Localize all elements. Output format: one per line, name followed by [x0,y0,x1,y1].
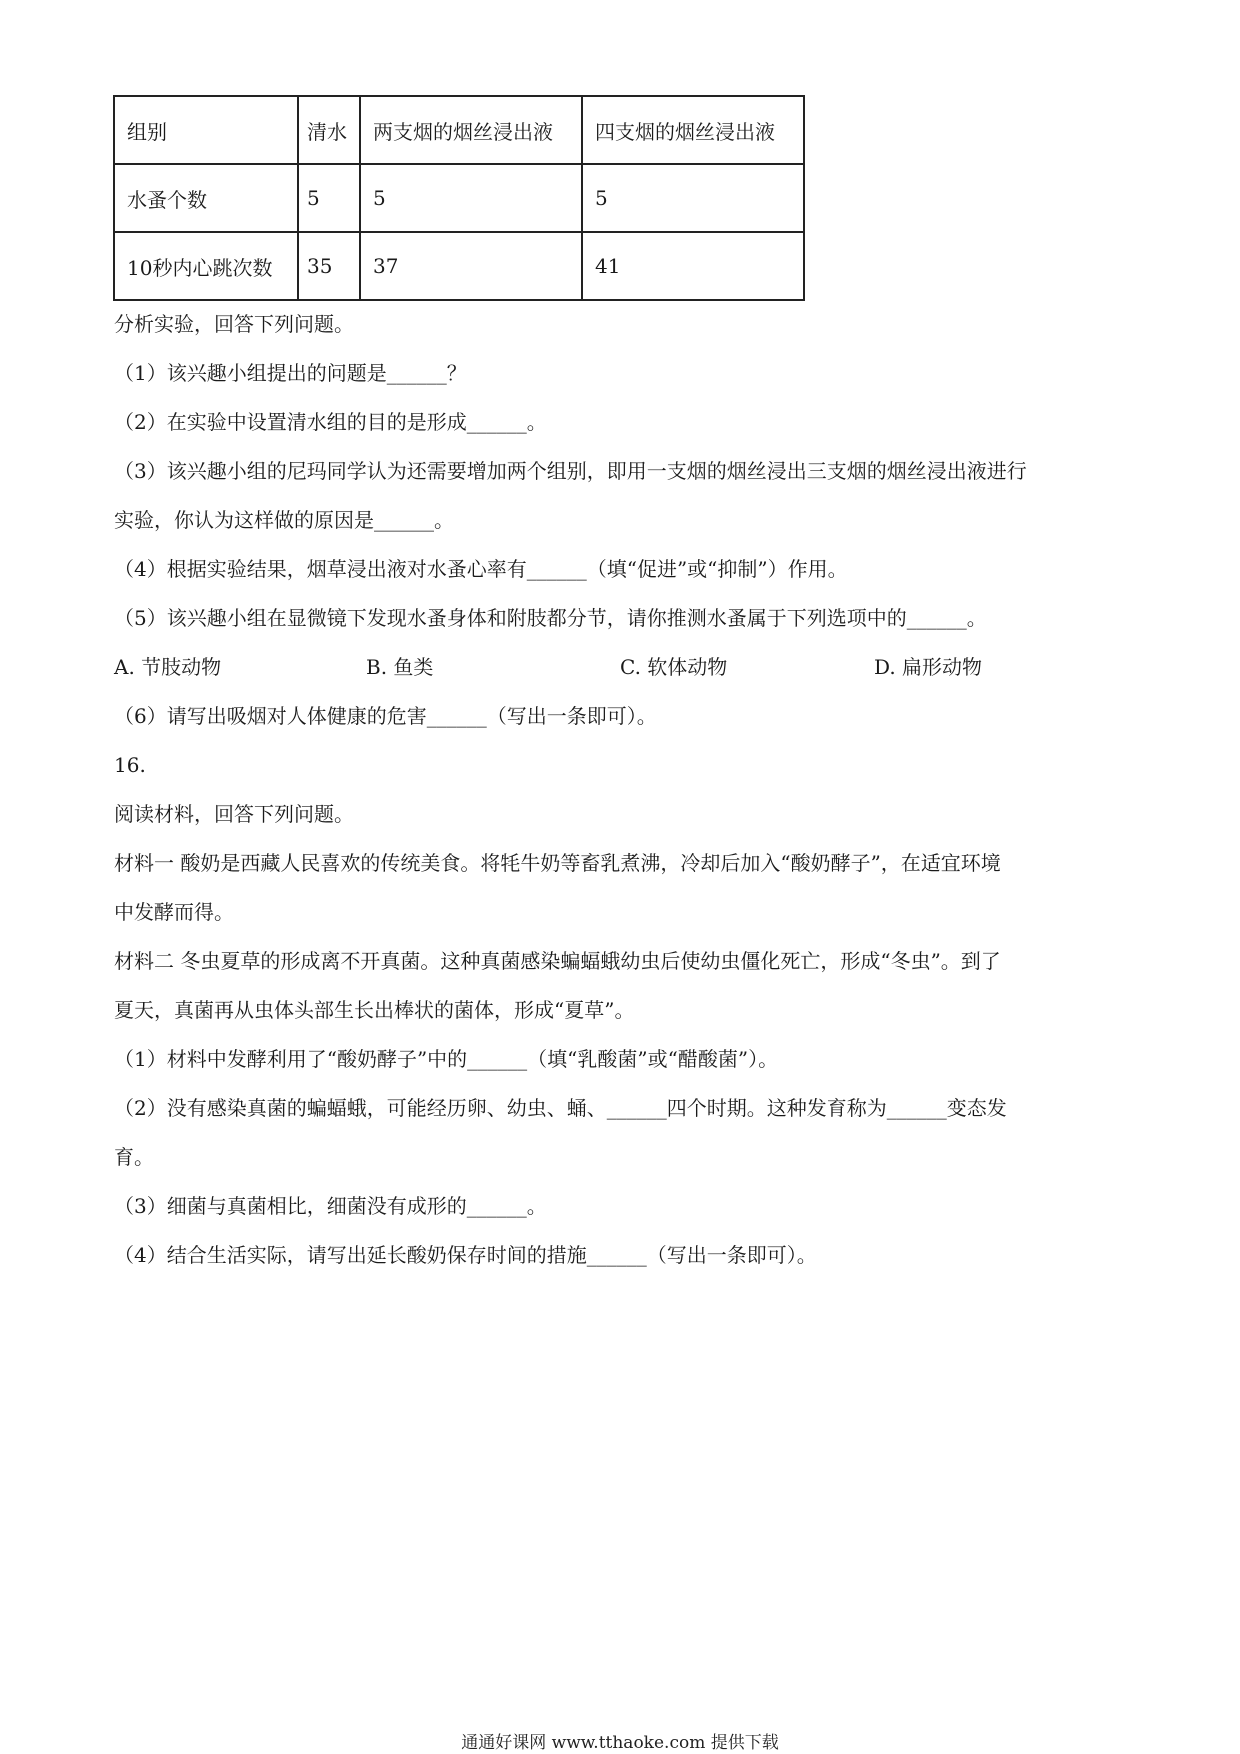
table-header-cell: 四支烟的烟丝浸出液 [582,96,804,164]
table-cell: 5 [582,164,804,232]
q15-question-3-line-1: （3）该兴趣小组的尼玛同学认为还需要增加两个组别，即用一支烟的烟丝浸出三支烟的烟丝浸出液进行 [114,459,1027,483]
q16-question-1: （1）材料中发酵利用了“酸奶酵子”中的______（填“乳酸菌”或“醋酸菌”）。 [114,1047,779,1071]
table-cell: 41 [582,232,804,300]
q16-question-2-line-2: 育。 [114,1145,154,1169]
q16-question-2-line-1: （2）没有感染真菌的蝙蝠蛾，可能经历卵、幼虫、蛹、______四个时期。这种发育称为______变态发 [114,1096,1007,1120]
table-header-cell: 清水 [298,96,360,164]
q15-question-2: （2）在实验中设置清水组的目的是形成______。 [114,410,547,434]
q16-question-4: （4）结合生活实际，请写出延长酸奶保存时间的措施______（写出一条即可）。 [114,1243,817,1267]
q15-question-5: （5）该兴趣小组在显微镜下发现水蚤身体和附肢都分节，请你推测水蚤属于下列选项中的______。 [114,606,987,630]
table-header-cell: 两支烟的烟丝浸出液 [360,96,582,164]
material-2-line-1: 材料二 冬虫夏草的形成离不开真菌。这种真菌感染蝙蝠蛾幼虫后使幼虫僵化死亡，形成“冬虫”。到了 [114,949,1001,973]
table-row [114,164,804,232]
table-cell: 水蚤个数 [114,164,298,232]
q15-question-3-line-2: 实验，你认为这样做的原因是______。 [114,508,454,532]
table-cell: 35 [298,232,360,300]
table-header-cell: 组别 [114,96,298,164]
q15-question-1: （1）该兴趣小组提出的问题是______？ [114,361,467,385]
table-cell: 37 [360,232,582,300]
q16-number: 16. [114,753,146,777]
q15-question-6: （6）请写出吸烟对人体健康的危害______（写出一条即可）。 [114,704,657,728]
material-2-line-2: 夏天，真菌再从虫体头部生长出棒状的菌体，形成“夏草”。 [114,998,635,1022]
option-c: C. 软体动物 [620,655,728,679]
q15-intro: 分析实验，回答下列问题。 [114,312,354,336]
experiment-table [113,95,805,301]
table-cell: 5 [298,164,360,232]
table-header-row [114,96,804,164]
q16-question-3: （3）细菌与真菌相比，细菌没有成形的______。 [114,1194,547,1218]
material-1-line-2: 中发酵而得。 [114,900,234,924]
table-row [114,232,804,300]
option-b: B. 鱼类 [366,655,434,679]
q15-question-4: （4）根据实验结果，烟草浸出液对水蚤心率有______（填“促进”或“抑制”）作用。 [114,557,848,581]
option-d: D. 扁形动物 [874,655,983,679]
page-footer: 通通好课网 www.tthaoke.com 提供下载 [461,1733,779,1753]
material-1-line-1: 材料一 酸奶是西藏人民喜欢的传统美食。将牦牛奶等畜乳煮沸，冷却后加入“酸奶酵子”，在适宜环境 [114,851,1001,875]
option-a: A. 节肢动物 [114,655,222,679]
table-cell: 10秒内心跳次数 [114,232,298,300]
q16-intro: 阅读材料，回答下列问题。 [114,802,354,826]
table-cell: 5 [360,164,582,232]
